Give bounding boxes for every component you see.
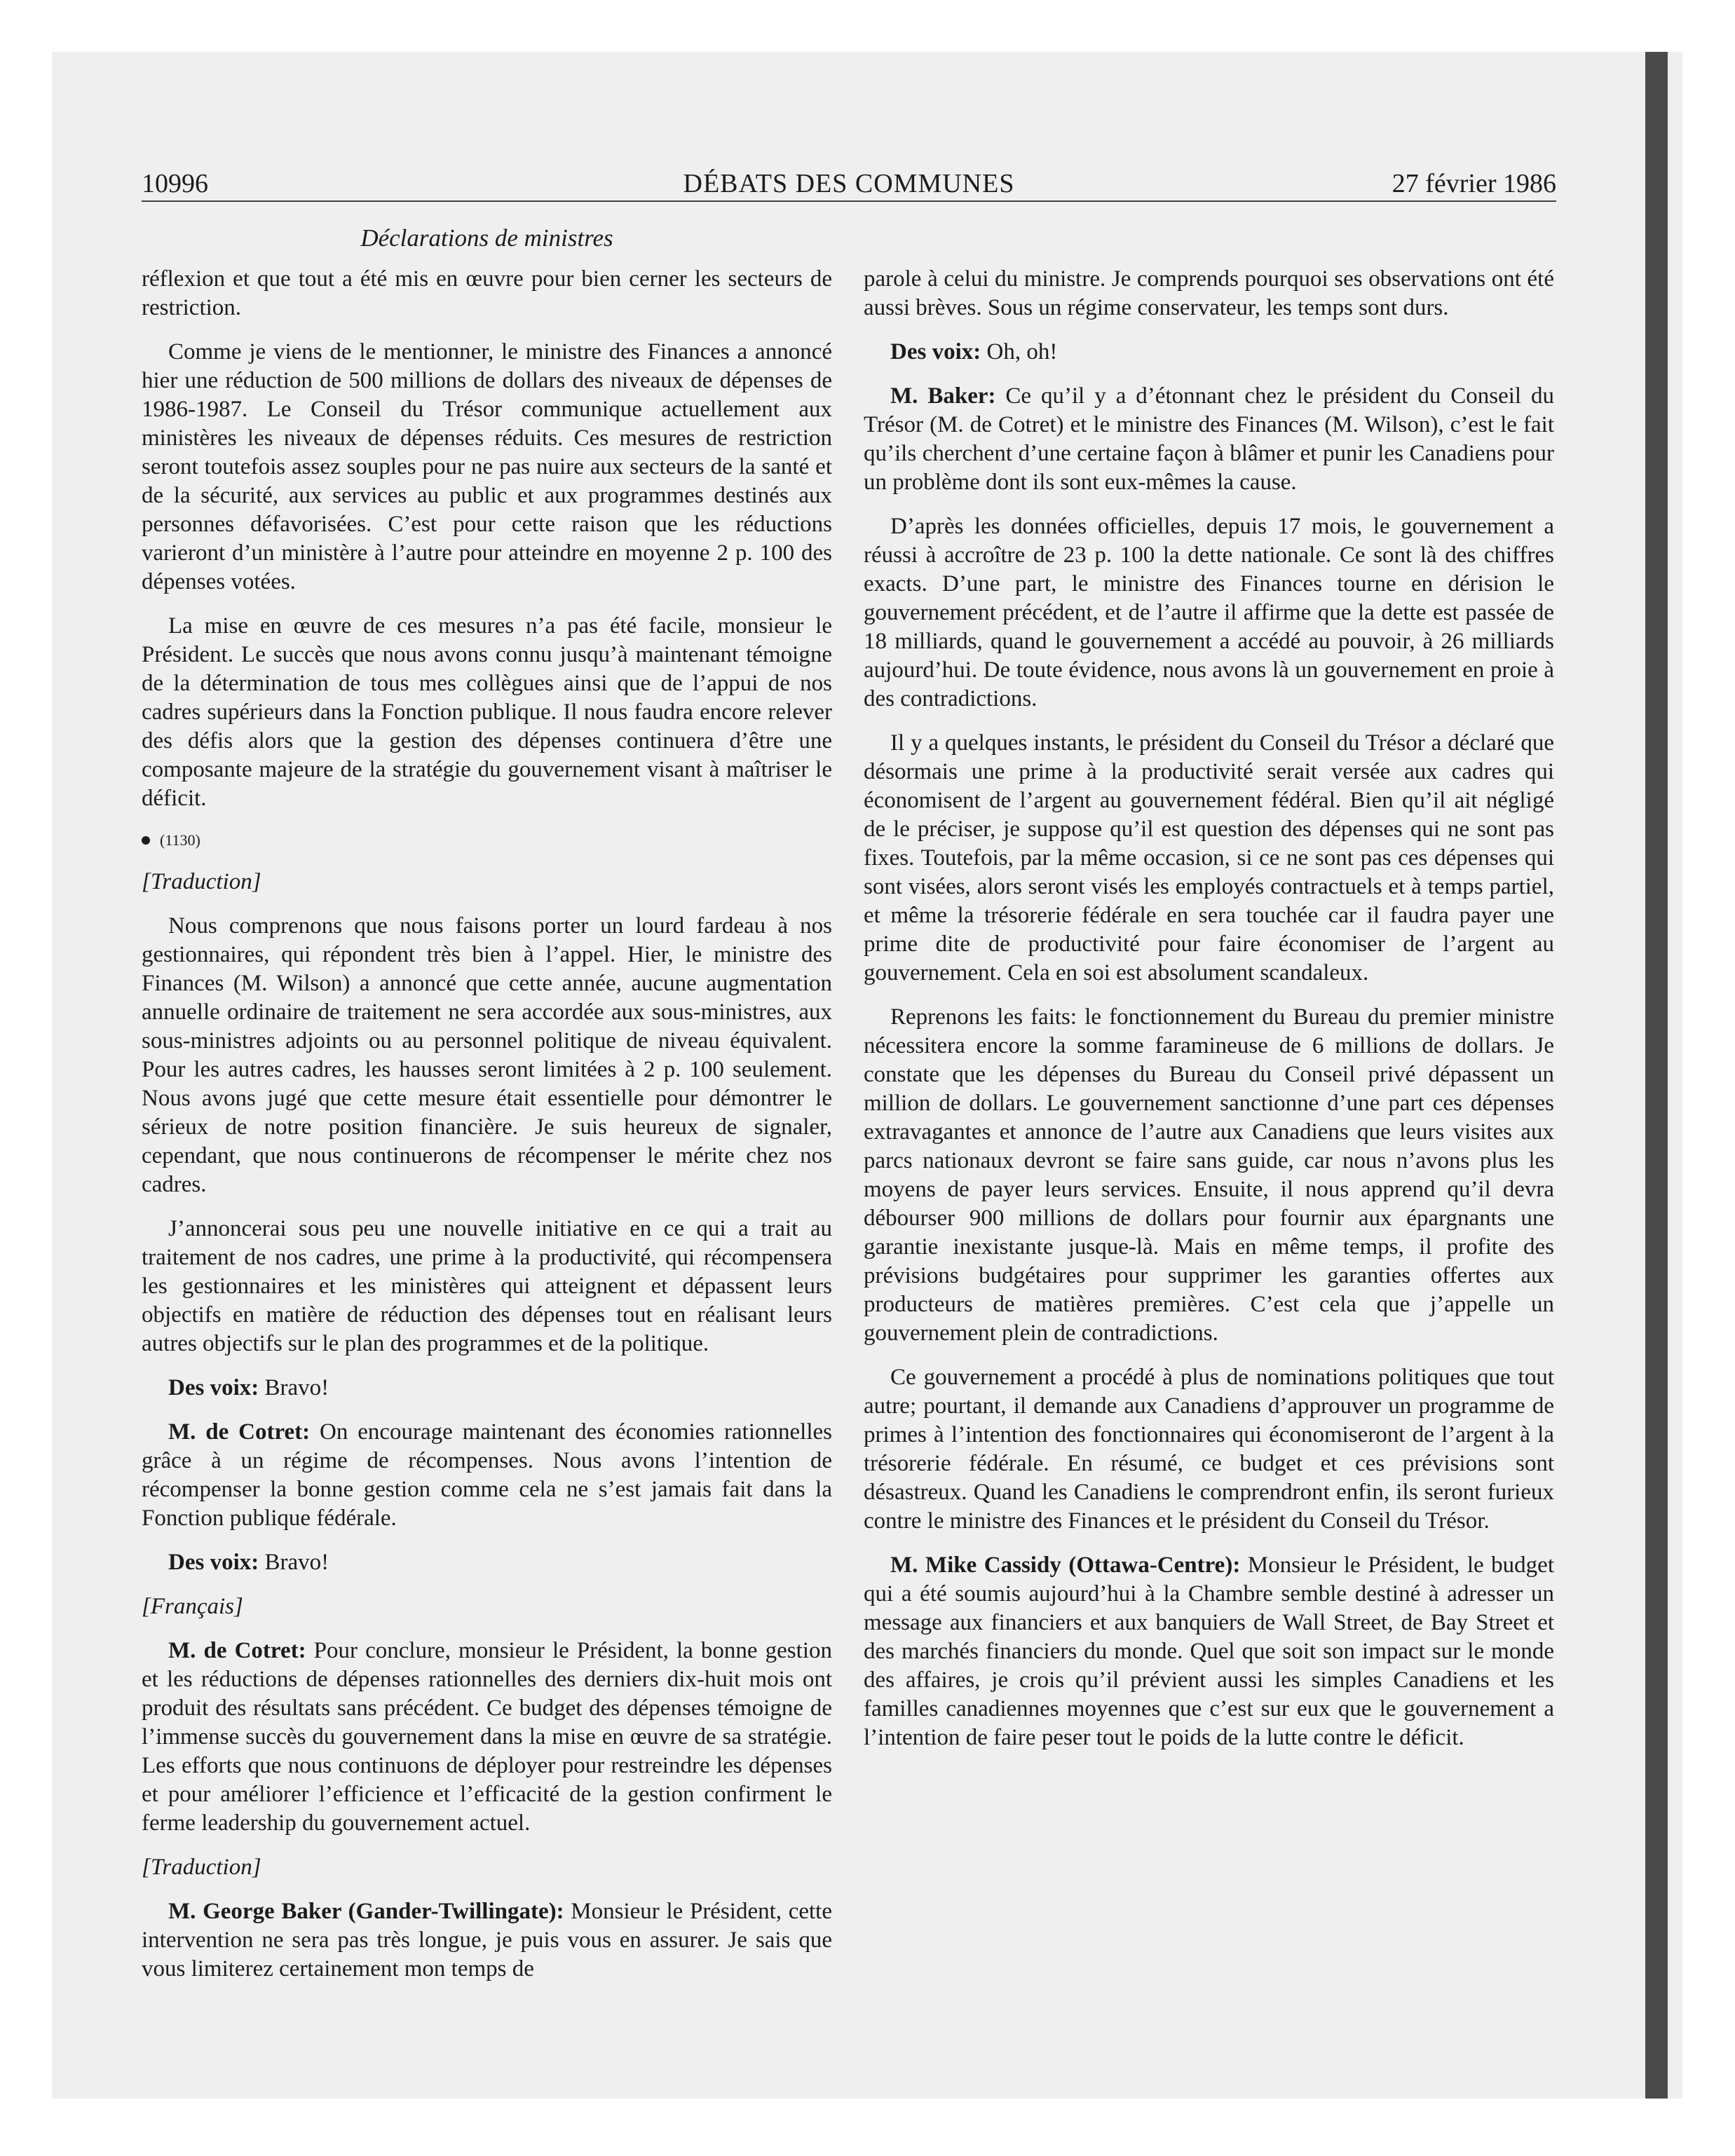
paragraph: Nous comprenons que nous faisons porter un lourd fardeau à nos gestionnaires, qui répondent très bien à l’appel. Hier, le ministre des Finances (M. Wilson) a annoncé que cette année, aucune augmentation annuelle ordinaire de traitement ne sera accordée aux sous-ministres, aux sous-ministres adjoints ou au personnel politique de niveau équivalent. Pour les autres cadres, les hausses seront limitées à 2 p. 100 seulement. Nous avons jugé que cette mesure était essentielle pour démontrer le sérieux de notre position financière. Je suis heureux de signaler, cependant, que nous continuerons de récompenser le mérite chez nos cadres. bbox=[142, 913, 832, 1197]
speaker-name: Des voix: bbox=[890, 339, 981, 364]
speech-text: Monsieur le Président, le budget qui a été soumis aujourd’hui à la Chambre semble destiné à adresser un message aux financiers et aux banquiers de Wall Street, de Bay Street et des marchés financiers du monde. Quel que soit son impact sur le monde des affaires, je crois qu’il prévient aussi les simples Canadiens et les familles canadiennes moyennes que c’est sur eux que le gouvernement a l’intention de faire peser tout le poids de la lutte contre le déficit. bbox=[864, 1553, 1554, 1750]
language-tag: [Français] bbox=[142, 1594, 243, 1619]
speaker-name: M. Baker: bbox=[890, 383, 996, 409]
speech-text: Bravo! bbox=[264, 1375, 329, 1400]
time-marker bbox=[142, 828, 832, 852]
language-tag: [Traduction] bbox=[142, 1855, 261, 1880]
speech-text: Oh, oh! bbox=[986, 339, 1058, 364]
speech-text: Pour conclure, monsieur le Président, la bonne gestion et les réductions de dépenses rationnelles des derniers dix-huit mois ont produit des résultats sans précédent. Ce budget des dépenses témoigne de l’immense succès du gouvernement dans la mise en œuvre de sa stratégie. Les efforts que nous continuons de déployer pour restreindre les dépenses et pour améliorer l’efficience et l’efficacité de la gestion confirment le ferme leadership du gouvernement actuel. bbox=[142, 1638, 832, 1836]
issue-date: 27 février 1986 bbox=[1392, 169, 1556, 198]
speech-text: On encourage maintenant des économies rationnelles grâce à un régime de récompenses. Nous avons l’intention de récompenser la bonne gestion comme cela ne s’est jamais fait dans la Fonction publique fédérale. bbox=[142, 1419, 832, 1531]
page-header bbox=[142, 167, 1556, 202]
bullet-icon bbox=[142, 836, 150, 845]
speaker-name: M. de Cotret: bbox=[168, 1419, 311, 1445]
left-column bbox=[142, 265, 832, 2045]
paragraph: D’après les données officielles, depuis 17 mois, le gouvernement a réussi à accroître de 23 p. 100 la dette nationale. Ce sont là des chiffres exacts. D’une part, le ministre des Finances tourne en dérision le gouvernement précédent, et de l’autre il affirme que la dette est passée de 18 milliards, quand le gouvernement a accédé au pouvoir, à 26 milliards aujourd’hui. De toute évidence, nous avons là un gouvernement en proie à des contradictions. bbox=[864, 514, 1554, 711]
paragraph: parole à celui du ministre. Je comprends pourquoi ses observations ont été aussi brèves. Sous un régime conservateur, les temps sont durs. bbox=[864, 266, 1554, 320]
intervention bbox=[864, 1551, 1554, 1752]
speaker-name: M. George Baker (Gander-Twillingate): bbox=[168, 1899, 564, 1924]
page-number: 10996 bbox=[142, 169, 208, 198]
journal-title: DÉBATS DES COMMUNES bbox=[683, 169, 1015, 198]
speaker-name: Des voix: bbox=[168, 1375, 259, 1400]
paragraph: Il y a quelques instants, le président du Conseil du Trésor a déclaré que désormais une prime à la productivité serait versée aux cadres qui économisent de l’argent au gouvernement fédéral. Bien qu’il ait négligé de le préciser, je suppose qu’il est question des dépenses qui ne sont pas fixes. Toutefois, par la même occasion, si ce ne sont pas ces dépenses qui sont visées, alors seront visés les employés contractuels et à temps partiel, et même la trésorerie fédérale en sera touchée car il faudra payer une prime dite de productivité pour faire économiser de l’argent au gouvernement. Cela en soi est absolument scandaleux. bbox=[864, 730, 1554, 985]
paragraph: réflexion et que tout a été mis en œuvre pour bien cerner les secteurs de restriction. bbox=[142, 266, 832, 320]
time-marker-label: (1130) bbox=[160, 831, 200, 849]
paragraph: Ce gouvernement a procédé à plus de nominations politiques que tout autre; pourtant, il demande aux Canadiens d’approuver un programme de primes à l’intention des fonctionnaires qui économiseront de l’argent à la trésorerie fédérale. En résumé, ce budget et ces prévisions sont désastreux. Quand les Canadiens le comprendront enfin, ils seront furieux contre le ministre des Finances et le président du Conseil du Trésor. bbox=[864, 1365, 1554, 1534]
paragraph: Reprenons les faits: le fonctionnement du Bureau du premier ministre nécessitera encore la somme faramineuse de 6 millions de dollars. Je constate que les dépenses du Bureau du Conseil privé dépassent un million de dollars. Le gouvernement sanctionne d’une part ces dépenses extravagantes et annonce de l’autre aux Canadiens que leurs visites aux parcs nationaux devront se faire sans guide, car nous n’avons plus les moyens de payer leurs services. Ensuite, il nous apprend qu’il devra débourser 900 millions de dollars pour fournir aux épargnants une garantie inexistante jusque-là. Mais en même temps, il profite des prévisions budgétaires pour supprimer les garanties offertes aux producteurs de matières premières. C’est cela que j’appelle un gouvernement plein de contradictions. bbox=[864, 1004, 1554, 1346]
speaker-name: M. de Cotret: bbox=[168, 1638, 306, 1663]
right-column bbox=[864, 265, 1554, 2045]
speech-text: Ce qu’il y a d’étonnant chez le président du Conseil du Trésor (M. de Cotret) et le ministre des Finances (M. Wilson), c’est le fait qu’ils cherchent d’une certaine façon à blâmer et punir les Canadiens pour un problème dont ils sont eux-mêmes la cause. bbox=[864, 383, 1554, 495]
speaker-name: M. Mike Cassidy (Ottawa-Centre): bbox=[890, 1553, 1241, 1578]
speech-text: Bravo! bbox=[264, 1550, 329, 1575]
section-title: Déclarations de ministres bbox=[360, 224, 613, 252]
intervention bbox=[864, 338, 1554, 367]
scan-edge-bar bbox=[1645, 52, 1668, 2099]
intervention bbox=[864, 382, 1554, 497]
intervention bbox=[142, 1897, 832, 1984]
speech-text: Monsieur le Président, cette intervention ne sera pas très longue, je puis vous en assurer. Je sais que vous limiterez certainement mon temps de bbox=[142, 1899, 832, 1981]
paragraph: La mise en œuvre de ces mesures n’a pas été facile, monsieur le Président. Le succès que nous avons connu jusqu’à maintenant témoigne de la détermination de tous mes collègues ainsi que de l’appui de nos cadres supérieurs dans la Fonction publique. Il nous faudra encore relever des défis alors que la gestion des dépenses continuera d’être une composante majeure de la stratégie du gouvernement visant à maîtriser le déficit. bbox=[142, 613, 832, 811]
intervention bbox=[142, 1374, 832, 1403]
speaker-name: Des voix: bbox=[168, 1550, 259, 1575]
intervention bbox=[142, 1548, 832, 1577]
intervention bbox=[142, 1637, 832, 1838]
paragraph: Comme je viens de le mentionner, le ministre des Finances a annoncé hier une réduction de 500 millions de dollars des niveaux de dépenses de 1986-1987. Le Conseil du Trésor communique actuellement aux ministères les niveaux de dépenses réduits. Ces mesures de restriction seront toutefois assez souples pour ne pas nuire aux secteurs de la santé et de la sécurité, aux services au public et aux programmes destinés aux personnes défavorisées. C’est pour cette raison que les réductions varieront d’un ministère à l’autre pour atteindre en moyenne 2 p. 100 des dépenses votées. bbox=[142, 339, 832, 594]
paragraph: J’annoncerai sous peu une nouvelle initiative en ce qui a trait au traitement de nos cadres, une prime à la productivité, qui récompensera les gestionnaires et les ministères qui atteignent et dépassent leurs objectifs en matière de réduction des dépenses tout en réalisant leurs autres objectifs sur le plan des programmes et de la politique. bbox=[142, 1216, 832, 1356]
intervention bbox=[142, 1418, 832, 1533]
language-tag: [Traduction] bbox=[142, 869, 261, 894]
